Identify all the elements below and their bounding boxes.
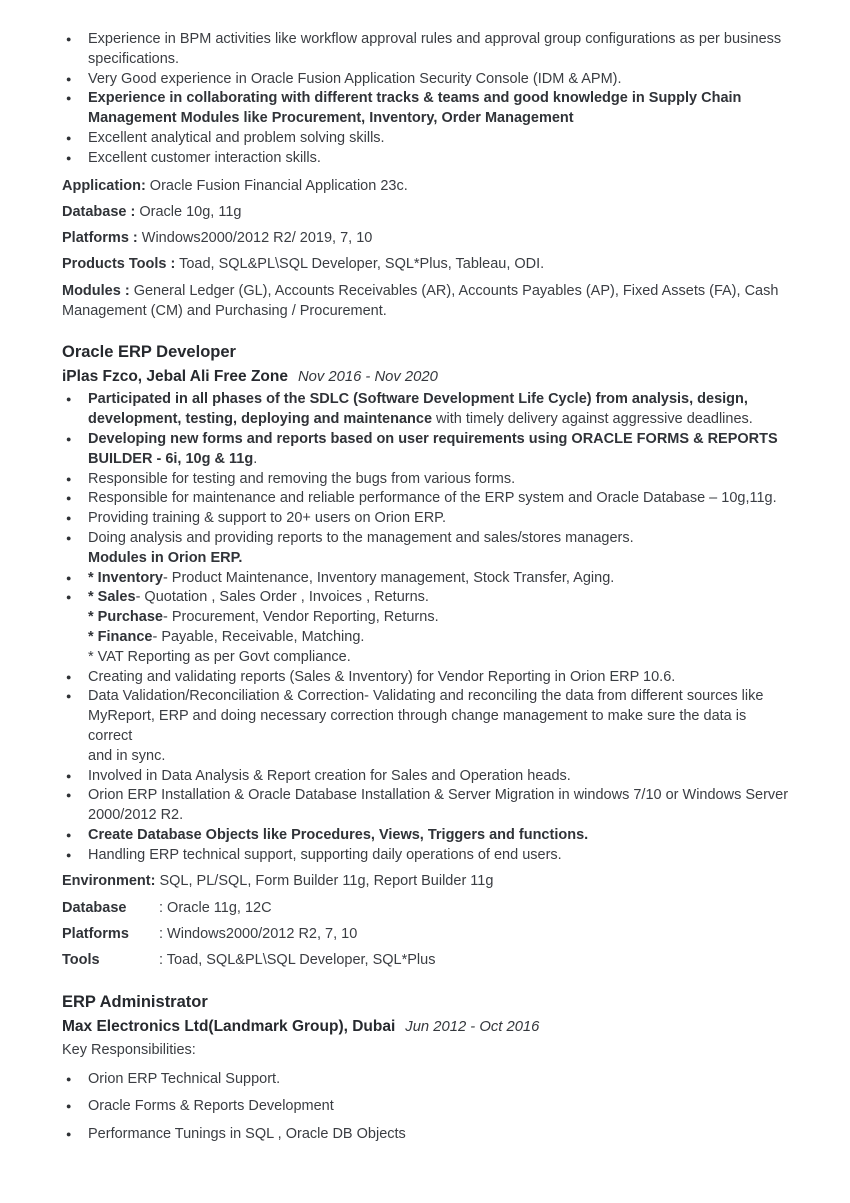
text-run: * Inventory [88, 569, 163, 586]
list-item [62, 430, 790, 470]
list-item-text [88, 470, 790, 490]
list-item-text [88, 89, 790, 129]
job2-company: Max Electronics Ltd(Landmark Group), Dubai [62, 1018, 396, 1036]
text-run: Oracle Forms & Reports Development [88, 1098, 334, 1115]
key-responsibilities-label: Key Responsibilities: [62, 1042, 196, 1059]
list-item-text [88, 588, 790, 667]
summary-bullet-list [62, 30, 790, 169]
text-run: Providing training & support to 20+ users on Orion ERP. [88, 510, 447, 527]
bullet-icon: ● [66, 34, 72, 44]
text-run: Responsible for testing and removing the bugs from various forms. [88, 470, 516, 487]
list-item [62, 1125, 790, 1145]
text-run: General Ledger (GL), Accounts Receivables (AR), Accounts Payables (AP), Fixed Assets (FA), Cash Management (CM) and Purchasing / Procurement. [62, 282, 779, 319]
list-item-text [62, 872, 790, 892]
list-item [62, 229, 790, 249]
bullet-icon: ● [66, 1101, 72, 1112]
text-run: Tools [62, 952, 100, 969]
list-item-text [88, 70, 790, 90]
list-item [62, 925, 790, 945]
list-item-text [88, 129, 790, 149]
list-item-text [88, 786, 790, 826]
text-run: . [253, 450, 258, 467]
text-run: Very Good experience in Oracle Fusion Application Security Console (IDM & APM). [88, 70, 622, 87]
list-item [62, 177, 790, 197]
list-item [62, 767, 790, 787]
list-item [62, 951, 790, 971]
text-run: * VAT Reporting as per Govt compliance. [88, 648, 351, 665]
list-item [62, 470, 790, 490]
text-run: Platforms : [62, 230, 138, 247]
list-item [62, 1097, 790, 1117]
list-item [62, 529, 790, 569]
text-run: Excellent customer interaction skills. [88, 149, 321, 166]
list-item-text [88, 1070, 790, 1090]
list-item [62, 826, 790, 846]
bullet-icon: ● [66, 473, 72, 484]
list-item [62, 588, 790, 667]
list-item-text [62, 177, 790, 197]
text-run: Data Validation/Reconciliation & Correction- Validating and reconciling the data from different sources like MyReport, ERP and doing necessary correction through change management to make sure the data is correct [88, 688, 764, 744]
text-run: Oracle 10g, 11g [135, 203, 242, 220]
text-run: - Product Maintenance, Inventory management, Stock Transfer, Aging. [162, 569, 615, 586]
text-run: * Finance [88, 628, 153, 645]
bullet-icon: ● [66, 433, 72, 444]
bullet-icon: ● [66, 513, 72, 524]
bullet-icon: ● [66, 1128, 72, 1139]
text-run: Creating and validating reports (Sales & Inventory) for Vendor Reporting in Orion ERP 10.6. [88, 668, 676, 685]
job2-company-line [62, 1016, 790, 1038]
list-item [62, 282, 790, 322]
list-item [62, 70, 790, 90]
list-item-text [88, 30, 790, 70]
list-item [62, 846, 790, 866]
text-run: Participated in all phases of the SDLC (Software Development Life Cycle) from analysis, design, development, testing, deploying and maintenance [88, 391, 748, 428]
list-item [62, 872, 790, 892]
text-run: Toad, SQL&PL\SQL Developer, SQL*Plus, Tableau, ODI. [175, 256, 545, 273]
list-item-text [88, 846, 790, 866]
list-item-text [88, 489, 790, 509]
text-run: Handling ERP technical support, supporting daily operations of end users. [88, 846, 562, 863]
list-item-text [62, 899, 790, 919]
job1-company: iPlas Fzco, Jebal Ali Free Zone [62, 368, 288, 386]
text-run: Create Database Objects like Procedures, Views, Triggers and functions. [88, 826, 589, 843]
list-item [62, 687, 790, 766]
text-run: Responsible for maintenance and reliable performance of the ERP system and Oracle Database – 10g,11g. [88, 490, 777, 507]
list-item-text [62, 951, 790, 971]
bullet-icon: ● [66, 394, 72, 405]
text-run: Modules in Orion ERP. [88, 549, 243, 566]
bullet-icon: ● [66, 770, 72, 781]
job1-company-line [62, 366, 790, 388]
bullet-icon: ● [66, 152, 72, 163]
job2-dates: Jun 2012 - Oct 2016 [405, 1019, 540, 1036]
list-item [62, 203, 790, 223]
list-item [62, 1070, 790, 1090]
list-item [62, 149, 790, 169]
list-item-text [88, 569, 790, 589]
job1-dates: Nov 2016 - Nov 2020 [297, 369, 438, 386]
bullet-icon: ● [66, 532, 72, 543]
text-run: Excellent analytical and problem solving skills. [88, 129, 385, 146]
list-item [62, 255, 790, 275]
text-run: Products Tools : [62, 256, 176, 273]
text-run: Database : [62, 203, 136, 220]
list-item-text [88, 687, 790, 766]
bullet-icon: ● [66, 671, 72, 682]
text-run: Environment: [62, 873, 156, 890]
text-run: Oracle Fusion Financial Application 23c. [145, 177, 408, 194]
list-item [62, 509, 790, 529]
list-item [62, 30, 790, 70]
text-run: Performance Tunings in SQL , Oracle DB Objects [88, 1125, 406, 1142]
list-item-text [88, 767, 790, 787]
fusion-details-block [62, 177, 790, 322]
list-item-text [88, 826, 790, 846]
text-run: SQL, PL/SQL, Form Builder 11g, Report Builder 11g [155, 873, 494, 890]
list-item-text [88, 430, 790, 470]
list-item [62, 668, 790, 688]
list-item-text [62, 925, 790, 945]
bullet-icon: ● [66, 790, 72, 801]
list-item-text [62, 229, 790, 249]
job2-bullet-list [62, 1070, 790, 1144]
text-run: Experience in collaborating with different tracks & teams and good knowledge in Supply Chain Management Modules like Procurement, Inventory, Order Management [88, 90, 742, 127]
list-item [62, 89, 790, 129]
list-item-text [88, 668, 790, 688]
bullet-icon: ● [66, 572, 72, 583]
list-item-text [88, 1097, 790, 1117]
list-item-text [62, 282, 790, 322]
text-run: Developing new forms and reports based on user requirements using ORACLE FORMS & REPORTS BUILDER - 6i, 10g & 11g [88, 430, 778, 467]
text-run: - Quotation , Sales Order , Invoices , Returns. [135, 589, 429, 606]
bullet-icon: ● [66, 73, 72, 84]
list-item [62, 390, 790, 430]
bullet-icon: ● [66, 592, 72, 603]
bullet-icon: ● [66, 691, 72, 702]
job2-title: ERP Administrator [62, 993, 208, 1012]
job1-bullet-list [62, 390, 790, 865]
list-item [62, 489, 790, 509]
text-run: Involved in Data Analysis & Report creation for Sales and Operation heads. [88, 767, 571, 784]
list-item [62, 899, 790, 919]
text-run: - Payable, Receivable, Matching. [152, 628, 365, 645]
text-run: Windows2000/2012 R2/ 2019, 7, 10 [137, 230, 373, 247]
list-item [62, 786, 790, 826]
text-run: Database [62, 899, 127, 916]
text-run: and in sync. [88, 747, 166, 764]
text-run: Experience in BPM activities like workflow approval rules and approval group configurations as per business specifications. [88, 31, 782, 67]
bullet-icon: ● [66, 849, 72, 860]
list-item-text [88, 390, 790, 430]
text-run: Application: [62, 177, 146, 194]
text-run: * Sales [88, 589, 136, 606]
job1-title: Oracle ERP Developer [62, 343, 236, 362]
text-run: Orion ERP Installation & Oracle Database Installation & Server Migration in windows 7/10 or Windows Server 2000/2012 R2. [88, 787, 789, 824]
bullet-icon: ● [66, 493, 72, 504]
text-run: with timely delivery against aggressive deadlines. [432, 411, 753, 428]
list-item-text [62, 203, 790, 223]
list-item-text [88, 1125, 790, 1145]
list-item [62, 129, 790, 149]
text-run: : Oracle 11g, 12C [159, 899, 272, 916]
text-run: Platforms [62, 926, 129, 943]
list-item-text [62, 255, 790, 275]
list-item-text [88, 149, 790, 169]
text-run: - Procurement, Vendor Reporting, Returns. [162, 609, 439, 626]
bullet-icon: ● [66, 1074, 72, 1085]
job1-environment-block [62, 872, 790, 971]
bullet-icon: ● [66, 829, 72, 840]
bullet-icon: ● [66, 93, 72, 104]
text-run: : Toad, SQL&PL\SQL Developer, SQL*Plus [159, 952, 436, 969]
text-run: Doing analysis and providing reports to the management and sales/stores managers. [88, 529, 634, 546]
text-run: Modules : [62, 282, 130, 299]
text-run: * Purchase [88, 609, 163, 626]
bullet-icon: ● [66, 132, 72, 143]
text-run: Orion ERP Technical Support. [88, 1071, 281, 1088]
list-item-text [88, 529, 790, 569]
list-item [62, 569, 790, 589]
text-run: : Windows2000/2012 R2, 7, 10 [159, 926, 358, 943]
list-item-text [88, 509, 790, 529]
